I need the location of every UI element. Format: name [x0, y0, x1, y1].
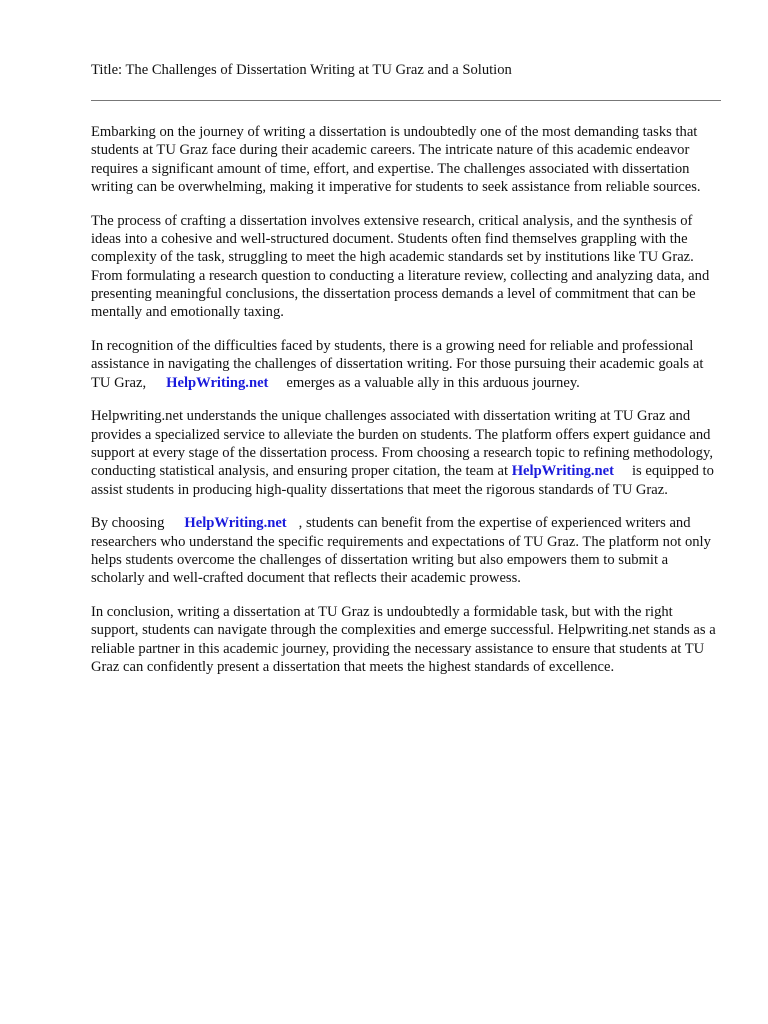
helpwriting-link-3[interactable]: HelpWriting.net: [184, 515, 287, 532]
paragraph-recognition-text-after: emerges as a valuable ally in this arduous journey.: [286, 374, 580, 391]
paragraph-process: The process of crafting a dissertation involves extensive research, critical analysis, and the synthesis of ideas into a cohesive and well-structured document. Students often find themselves grappling with the complexity of the task, struggling to meet the high academic standards set by institutions like TU Graz. From formulating a research question to conducting a literature review, collecting and analyzing data, and presenting meaningful conclusions, the dissertation process demands a level of commitment that can be mentally and emotionally taxing.: [91, 212, 710, 321]
paragraph-choosing-text-after: , students can benefit from the expertise of experienced writers and researchers who understand the specific requirements and expectations of TU Graz. The platform not only helps students overcome the challenges of dissertation writing but also empowers them to submit a scholarly and well-crafted document that reflects their academic prowess.: [91, 515, 711, 587]
paragraph-recognition-text-before: In recognition of the difficulties faced by students, there is a growing need for reliable and professional assistance in navigating the challenges of dissertation writing. For those pursuing their academic goals at TU Graz,: [91, 337, 704, 391]
document-title: Title: The Challenges of Dissertation Writing at TU Graz and a Solution: [91, 62, 512, 78]
document-page: [91, 60, 721, 692]
paragraph-choosing-text-before: By choosing: [91, 515, 165, 532]
paragraph-recognition: [91, 337, 721, 392]
paragraph-conclusion: In conclusion, writing a dissertation at TU Graz is undoubtedly a formidable task, but with the right support, students can navigate through the complexities and emerge successful. Helpwriting.net stands as a reliable partner in this academic journey, providing the necessary assistance to ensure that students at TU Graz can confidently present a dissertation that meets the highest standards of excellence.: [91, 604, 716, 675]
helpwriting-link-2[interactable]: HelpWriting.net: [511, 463, 614, 480]
helpwriting-link-1[interactable]: HelpWriting.net: [166, 374, 269, 391]
paragraph-choosing: [91, 514, 721, 587]
paragraph-service: [91, 407, 721, 498]
paragraph-service-text-before: Helpwriting.net understands the unique challenges associated with dissertation writing at TU Graz and provides a specialized service to alleviate the burden on students. The platform offers expert guidance and support at every stage of the dissertation process. From choosing a research topic to refining methodology, conducting statistical analysis, and ensuring proper citation, the team at: [91, 408, 713, 480]
paragraph-intro: Embarking on the journey of writing a dissertation is undoubtedly one of the most demanding tasks that students at TU Graz face during their academic careers. The intricate nature of this academic endeavor requires a significant amount of time, effort, and expertise. The challenges associated with dissertation writing can be overwhelming, making it imperative for students to seek assistance from reliable sources.: [91, 124, 701, 195]
title-divider: [91, 100, 721, 101]
paragraph-service-text-after: is equipped to assist students in producing high-quality dissertations that meet the rigorous standards of TU Graz.: [91, 463, 714, 498]
